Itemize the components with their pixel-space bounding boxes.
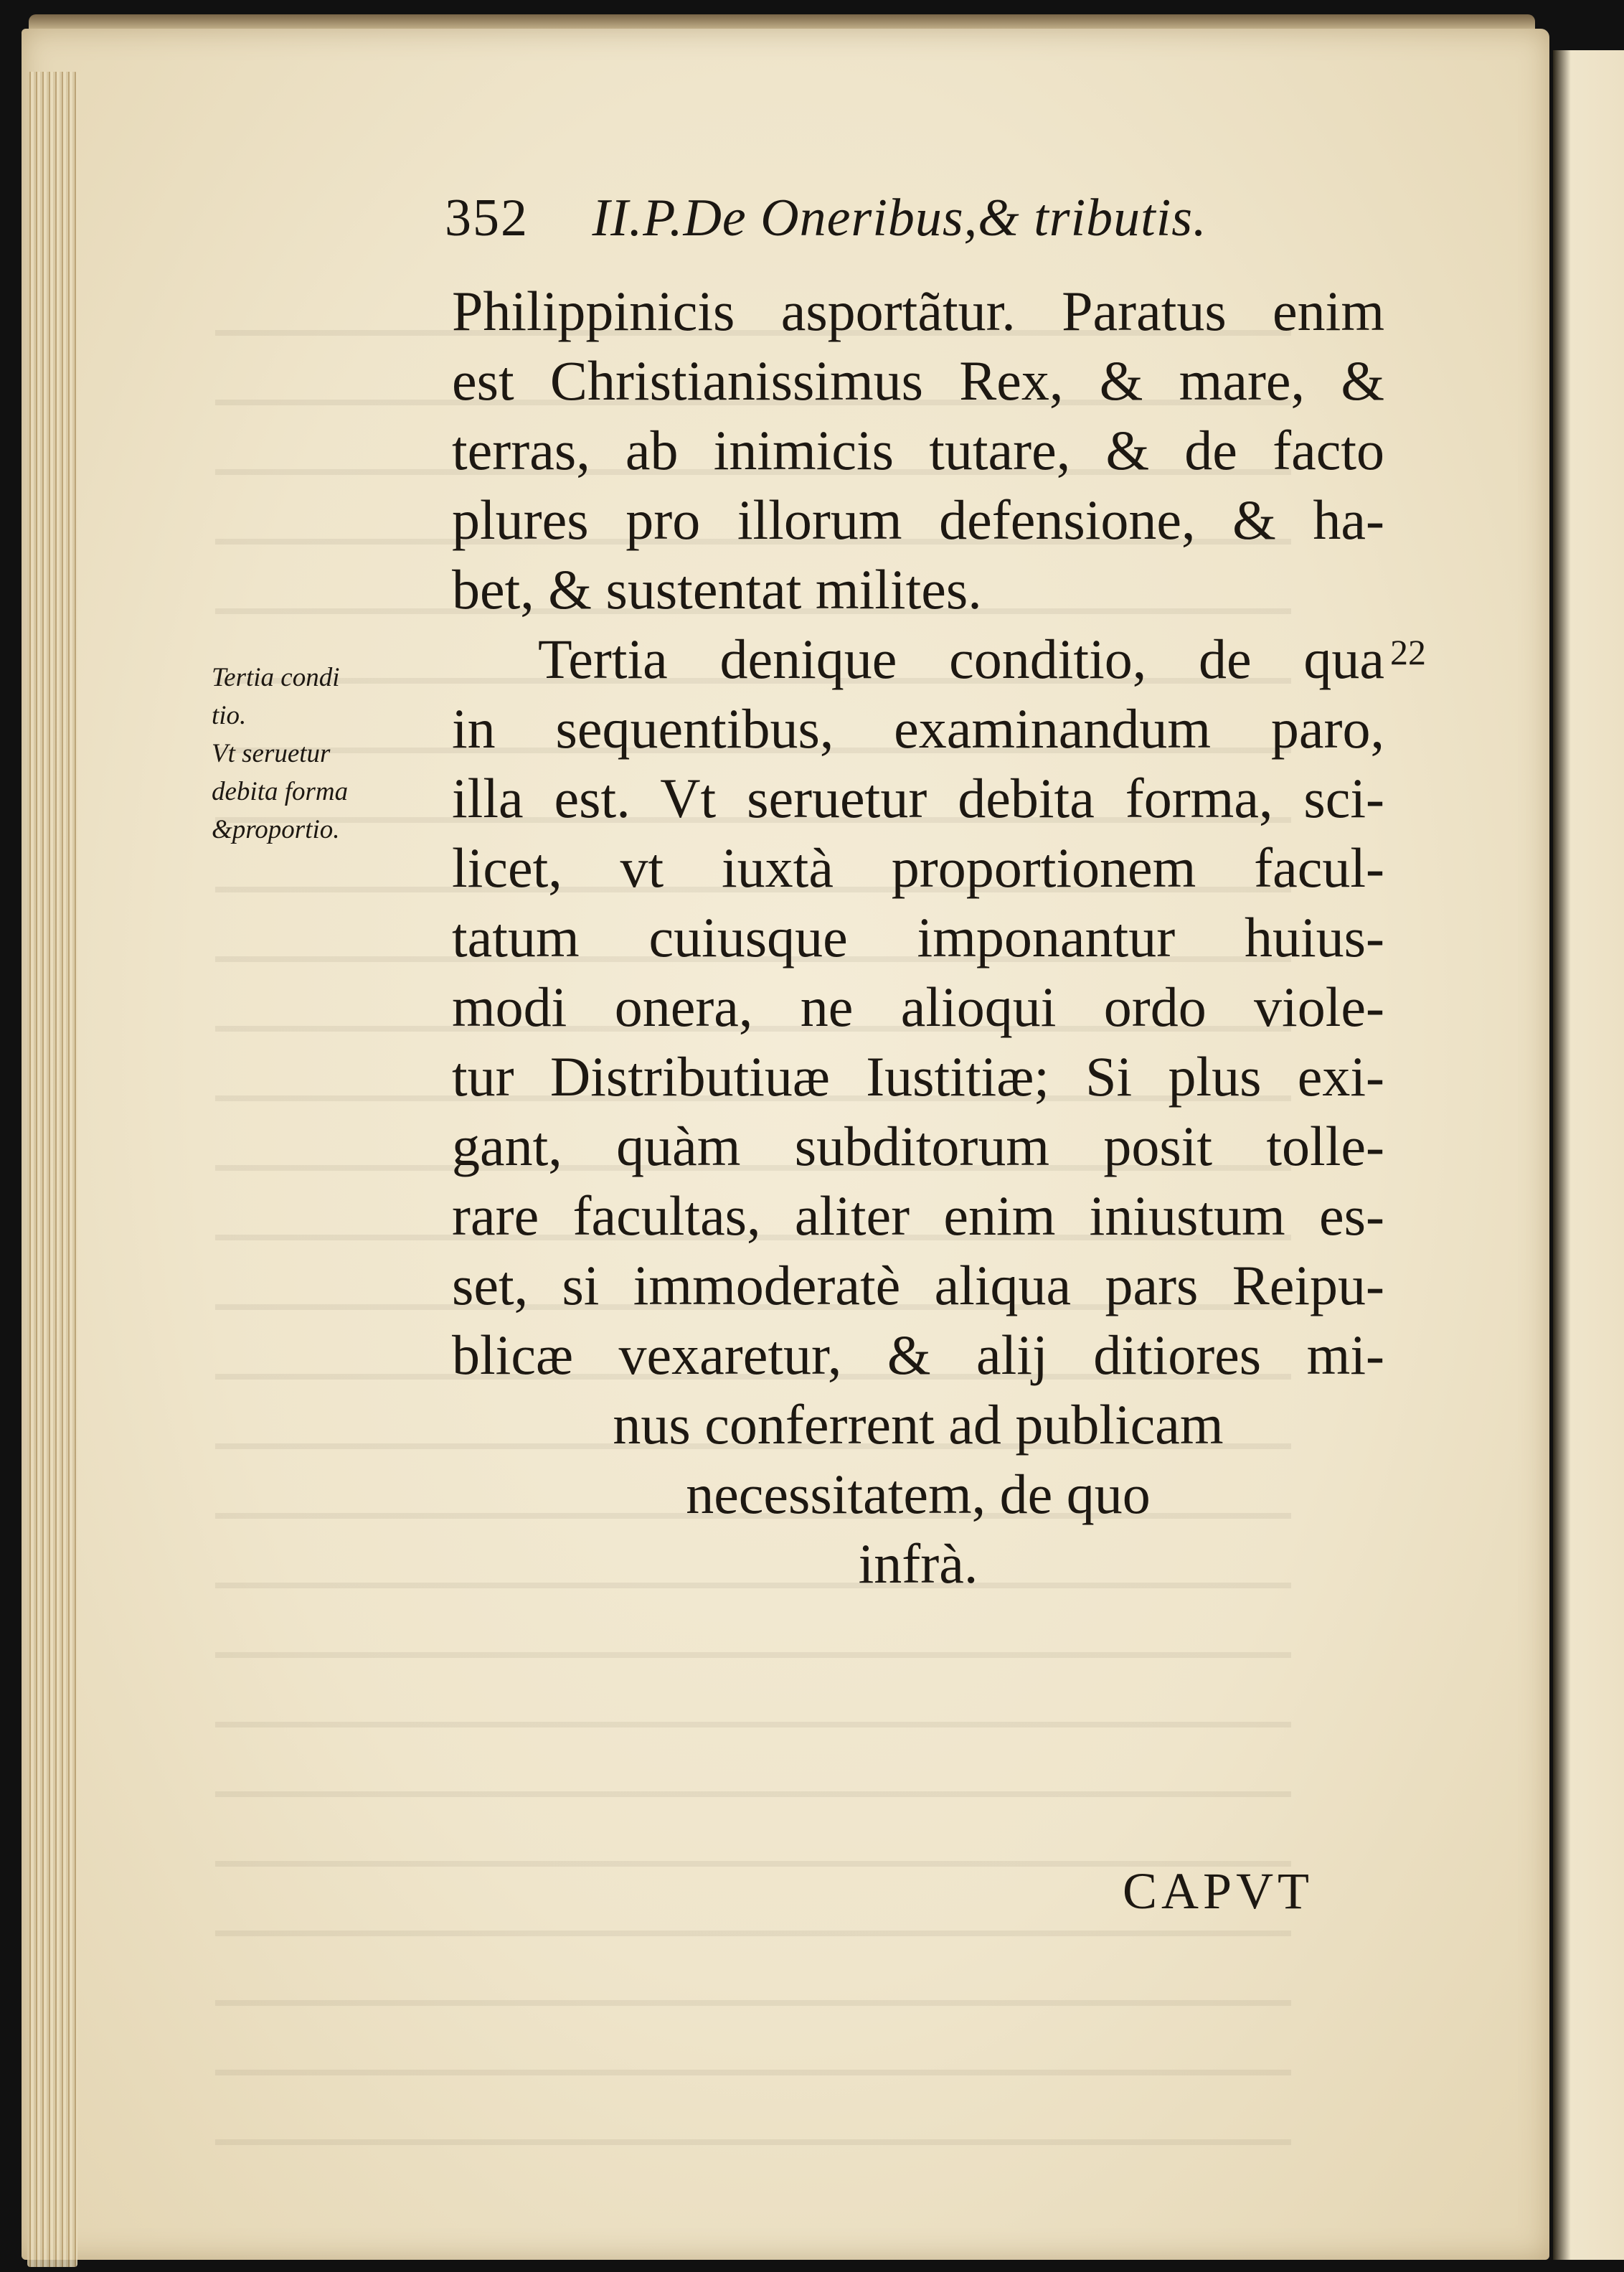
catchword: CAPVT: [1123, 1862, 1314, 1920]
text-line: tur Distributiuæ Iustitiæ; Si plus exi-: [452, 1045, 1384, 1108]
page-header: [445, 188, 1207, 249]
text-line: infrà.: [858, 1532, 978, 1595]
running-title: II.P.De Oneribus,& tributis.: [592, 189, 1207, 248]
text-line: gant, quàm subditorum posit tolle-: [452, 1115, 1384, 1177]
text-line: est Christianissimus Rex, & mare, &: [452, 349, 1384, 412]
text-line: modi onera, ne alioqui ordo viole-: [452, 976, 1384, 1038]
margin-note-line: Vt seruetur: [212, 739, 331, 768]
margin-number: 22: [1390, 632, 1426, 672]
margin-note-line: Tertia condi: [212, 663, 340, 692]
text-line: bet, & sustentat milites.: [452, 558, 982, 621]
text-line: set, si immoderatè aliqua pars Reipu-: [452, 1254, 1384, 1316]
text-line: licet, vt iuxtà proportionem facul-: [452, 836, 1384, 899]
page-stack-edges: [27, 72, 77, 2267]
text-line: in sequentibus, examinandum paro,: [452, 697, 1384, 760]
margin-note: [212, 659, 463, 849]
text-line: blicæ vexaretur, & alij ditiores mi-: [452, 1324, 1384, 1386]
margin-note-line: debita forma: [212, 777, 349, 806]
text-line: Philippinicis asportãtur. Paratus enim: [452, 280, 1384, 342]
text-line: terras, ab inimicis tutare, & de facto: [452, 419, 1384, 481]
text-line: Tertia denique conditio, de qua: [538, 628, 1384, 690]
text-line: rare facultas, aliter enim iniustum es-: [452, 1184, 1384, 1247]
body-text: [452, 276, 1384, 1598]
text-line: tatum cuiusque imponantur huius-: [452, 906, 1384, 968]
text-line: plures pro illorum defensione, & ha-: [452, 489, 1384, 551]
facing-page-edge: [1553, 50, 1624, 2260]
margin-note-line: &proportio.: [212, 815, 340, 844]
margin-note-line: tio.: [212, 701, 247, 730]
page-number: 352: [445, 189, 529, 248]
text-line: necessitatem, de quo: [686, 1463, 1151, 1525]
text-line: illa est. Vt seruetur debita forma, sci-: [452, 767, 1384, 829]
text-line: nus conferrent ad publicam: [613, 1393, 1224, 1456]
